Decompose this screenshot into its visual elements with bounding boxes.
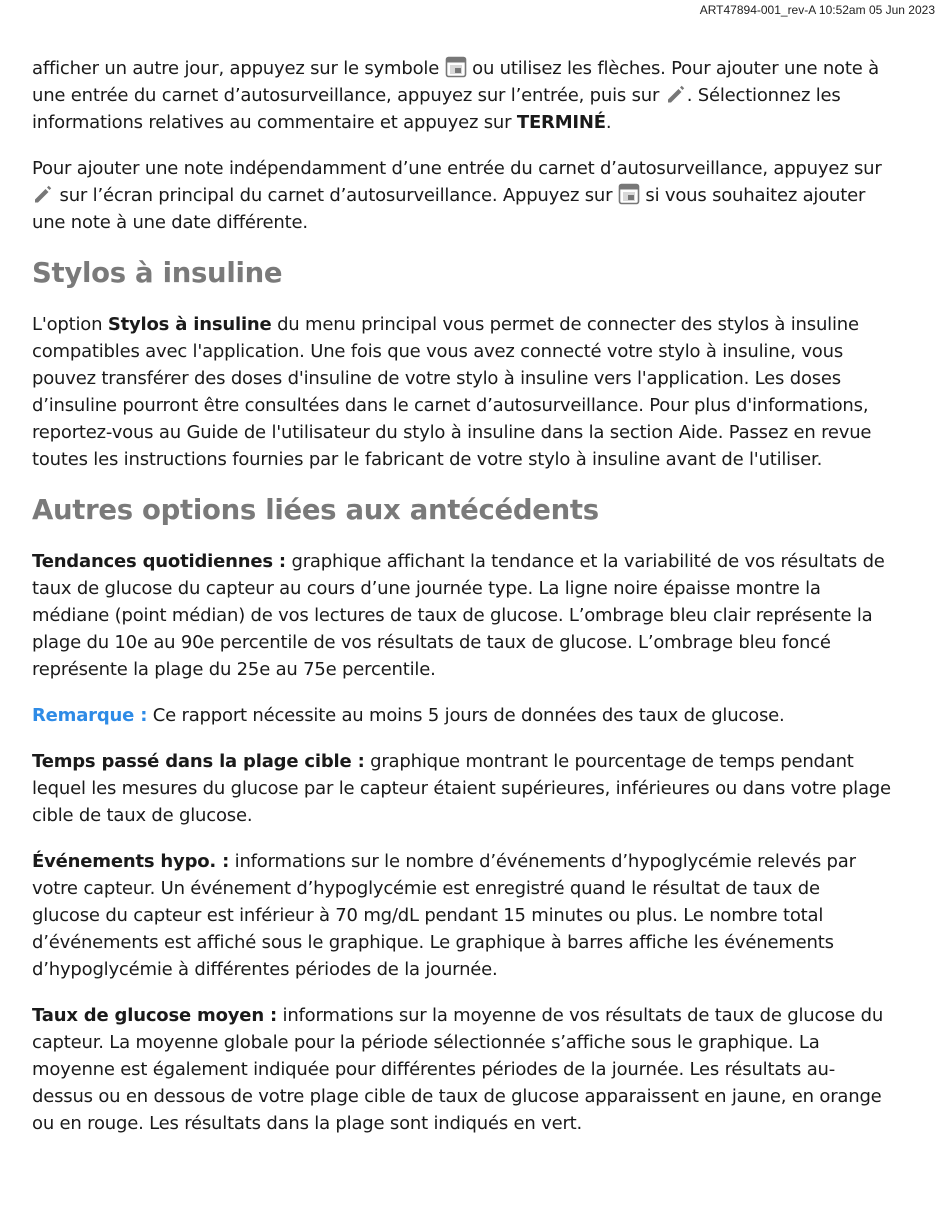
average-glucose-term: Taux de glucose moyen : (32, 1005, 277, 1026)
heading-other-history-options: Autres options liées aux antécédents (32, 494, 599, 526)
note-label: Remarque : (32, 705, 148, 726)
heading-insulin-pens: Stylos à insuline (32, 257, 283, 289)
insulin-pens-term: Stylos à insuline (107, 314, 272, 335)
calendar-icon (445, 56, 467, 78)
daily-trends-term: Tendances quotidiennes : (32, 551, 286, 572)
paragraph-independent-note: Pour ajouter une note indépendamment d’une entrée du carnet d’autosurveillance, appuyez sur sur l’écran principal du carnet d’autosurveillance. Appuyez sur si vous souhaitez ajouter une note à une date différente. (32, 158, 882, 233)
pencil-icon (32, 183, 54, 205)
time-in-range-term: Temps passé dans la plage cible : (32, 751, 365, 772)
paragraph-note: Remarque : Ce rapport nécessite au moins 5 jours de données des taux de glucose. (32, 705, 785, 726)
document-body (32, 55, 892, 1156)
done-label: TERMINÉ (516, 112, 606, 133)
paragraph-insulin-pens: L'option Stylos à insuline du menu principal vous permet de connecter des stylos à insuline compatibles avec l'application. Une fois que vous avez connecté votre stylo à insuline, vous pouvez transférer des doses d'insuline de votre stylo à insuline vers l'application. Les doses d’insuline pourront être consultées dans le carnet d’autosurveillance. Pour plus d'informations, reportez-vous au Guide de l'utilisateur du stylo à insuline dans la section Aide. Passez en revue toutes les instructions fournies par le fabricant de votre stylo à insuline avant de l'utiliser. (32, 314, 872, 470)
document-reference-stamp: ART47894-001_rev-A 10:52am 05 Jun 2023 (699, 3, 935, 17)
paragraph-daily-trends: Tendances quotidiennes : graphique affichant la tendance et la variabilité de vos résultats de taux de glucose du capteur au cours d’une journée type. La ligne noire épaisse montre la médiane (point médian) de vos lectures de taux de glucose. L’ombrage bleu clair représente la plage du 10e au 90e percentile de vos résultats de taux de glucose. L’ombrage bleu foncé représente la plage du 25e au 75e percentile. (32, 551, 885, 680)
paragraph-hypo-events: Événements hypo. : informations sur le nombre d’événements d’hypoglycémie relevés par votre capteur. Un événement d’hypoglycémie est enregistré quand le résultat de taux de glucose du capteur est inférieur à 70 mg/dL pendant 15 minutes ou plus. Le nombre total d’événements est affiché sous le graphique. Le graphique à barres affiche les événements d’hypoglycémie à différentes périodes de la journée. (32, 851, 856, 980)
pencil-icon (665, 83, 687, 105)
calendar-icon (618, 183, 640, 205)
paragraph-time-in-range: Temps passé dans la plage cible : graphique montrant le pourcentage de temps pendant lequel les mesures du glucose par le capteur étaient supérieures, inférieures ou dans votre plage cible de taux de glucose. (32, 751, 891, 826)
paragraph-calendar-navigation: afficher un autre jour, appuyez sur le symbole ou utilisez les flèches. Pour ajouter une note à une entrée du carnet d’autosurveillance, appuyez sur l’entrée, puis sur . Sélectionnez les informations relatives au commentaire et appuyez sur TERMINÉ. (32, 58, 879, 133)
hypo-events-term: Événements hypo. : (32, 851, 230, 872)
paragraph-average-glucose: Taux de glucose moyen : informations sur la moyenne de vos résultats de taux de glucose du capteur. La moyenne globale pour la période sélectionnée s’affiche sous le graphique. La moyenne est également indiquée pour différentes périodes de la journée. Les résultats au-dessus ou en dessous de votre plage cible de taux de glucose apparaissent en jaune, en orange ou en rouge. Les résultats dans la plage sont indiqués en vert. (32, 1005, 884, 1134)
